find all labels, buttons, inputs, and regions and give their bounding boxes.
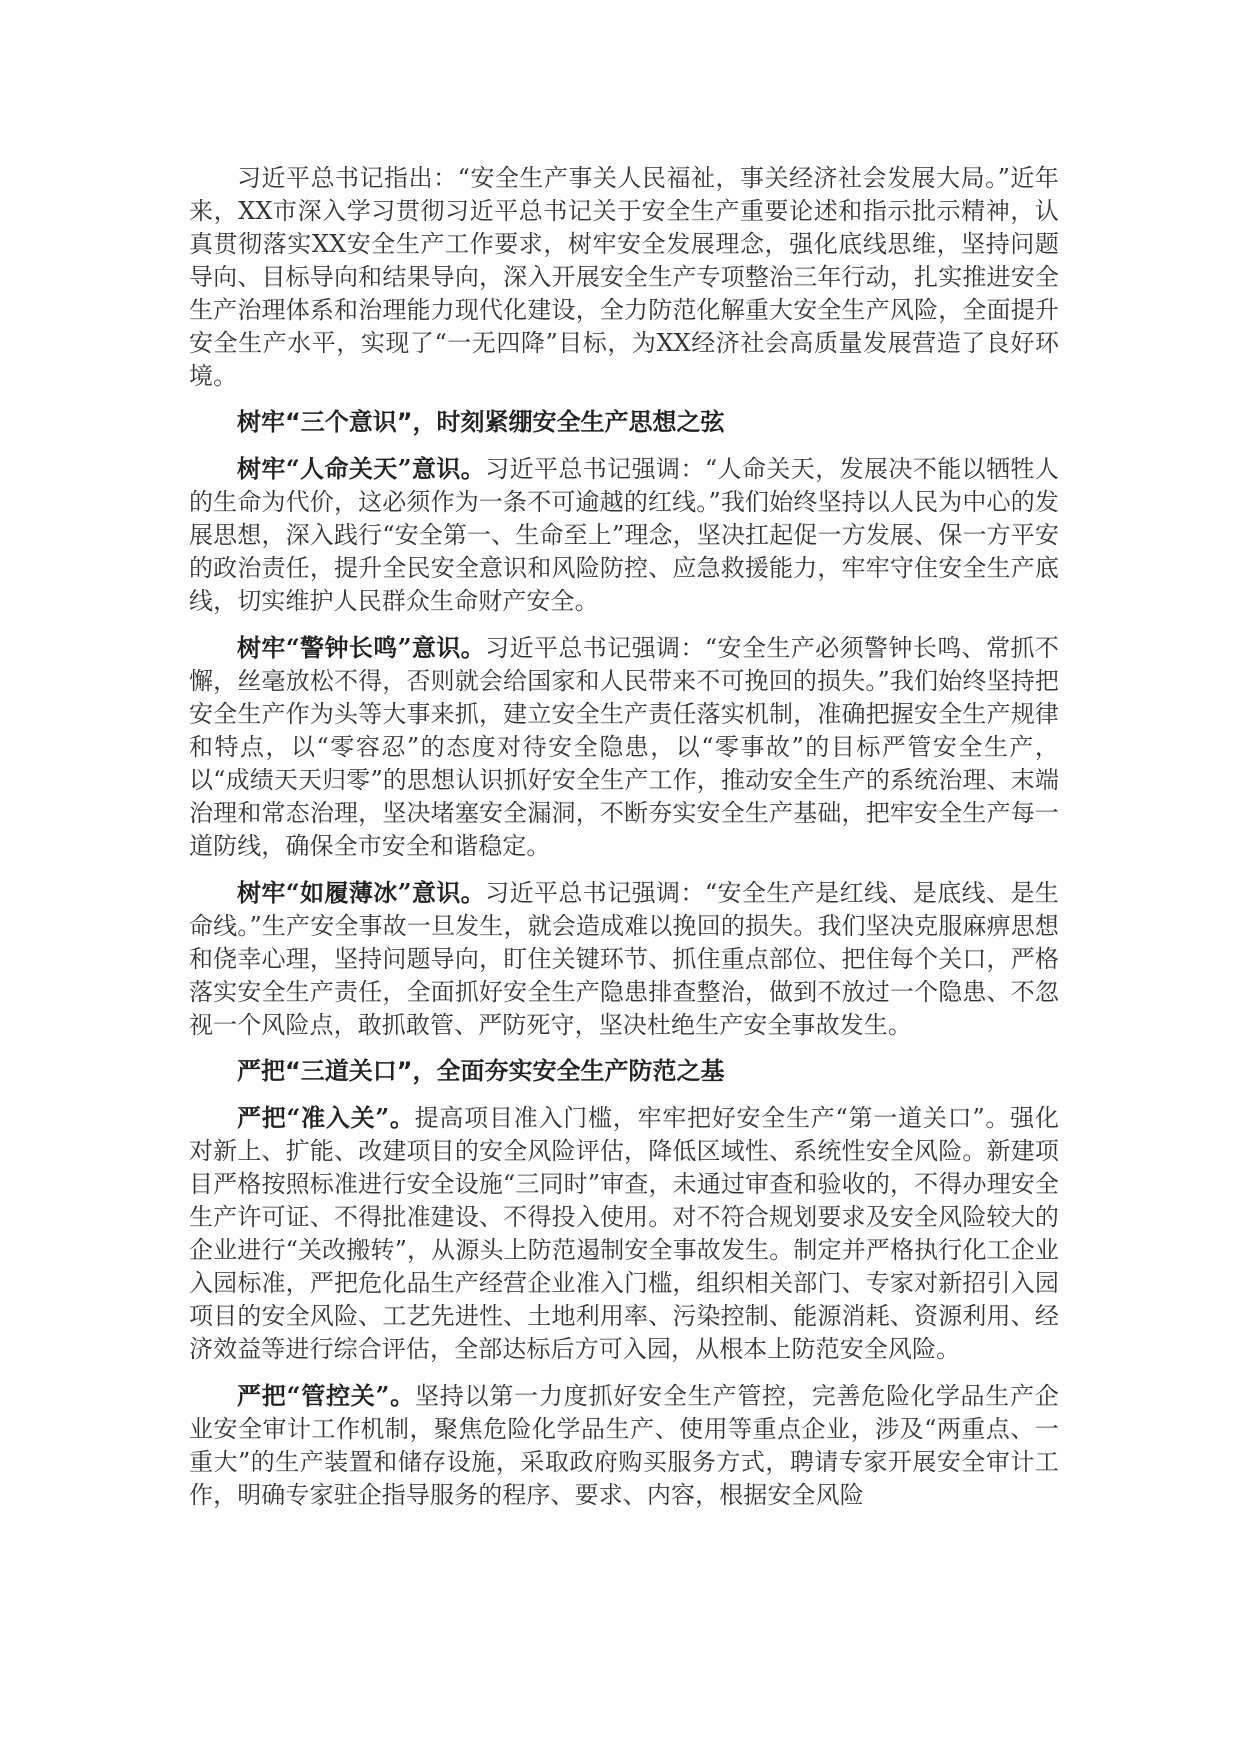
paragraph-lead: 树牢“如履薄冰”意识。 (237, 878, 486, 907)
paragraph-lead: 树牢“人命关天”意识。 (237, 454, 486, 483)
paragraph-control-gate (189, 1379, 1059, 1512)
section-heading-three-awareness: 树牢“三个意识”，时刻紧绷安全生产思想之弦 (237, 408, 725, 436)
paragraph-lead: 严把“管控关”。 (237, 1381, 415, 1410)
paragraph-body: 习近平总书记强调：“人命关天，发展决不能以牺牲人的生命为代价，这必须作为一条不可逾越的红线。”我们始终坚持以人民为中心的发展思想，深入践行“安全第一、生命至上”理念，坚决扛起促一方发展、保一方平安的政治责任，提升全民安全意识和风险防控、应急救援能力，牢牢守住安全生产底线，切实维护人民群众生命财产安全。 (189, 455, 1060, 615)
intro-paragraph: 习近平总书记指出：“安全生产事关人民福祉，事关经济社会发展大局。”近年来，XX市深入学习贯彻习近平总书记关于安全生产重要论述和指示批示精神，认真贯彻落实XX安全生产工作要求，树牢安全发展理念，强化底线思维，坚持问题导向、目标导向和结果导向，深入开展安全生产专项整治三年行动，扎实推进安全生产治理体系和治理能力现代化建设，全力防范化解重大安全生产风险，全面提升安全生产水平，实现了“一无四降”目标，为XX经济社会高质量发展营造了良好环境。 (189, 164, 1059, 390)
paragraph-body: 坚持以第一力度抓好安全生产管控，完善危险化学品生产企业安全审计工作机制，聚焦危险化学品生产、使用等重点企业，涉及“两重点、一重大”的生产装置和储存设施，采取政府购买服务方式，聘请专家开展安全审计工作，明确专家驻企指导服务的程序、要求、内容，根据安全风险 (189, 1382, 1059, 1509)
paragraph-body: 习近平总书记强调：“安全生产必须警钟长鸣、常抓不懈，丝毫放松不得，否则就会给国家和人民带来不可挽回的损失。”我们始终坚持把安全生产作为头等大事来抓，建立安全生产责任落实机制，准确把握安全生产规律和特点，以“零容忍”的态度对待安全隐患，以“零事故”的目标严管安全生产，以“成绩天天归零”的思想认识抓好安全生产工作，推动安全生产的系统治理、末端治理和常态治理，坚决堵塞安全漏洞，不断夯实安全生产基础，把牢安全生产每一道防线，确保全市安全和谐稳定。 (189, 634, 1060, 860)
paragraph-lead: 严把“准入关”。 (237, 1103, 415, 1132)
document-page (189, 162, 1059, 1525)
paragraph-body: 提高项目准入门槛，牢牢把好安全生产“第一道关口”。强化对新上、扩能、改建项目的安全风险评估，降低区域性、系统性安全风险。新建项目严格按照标准进行安全设施“三同时”审查，未通过审查和验收的，不得办理安全生产许可证、不得批准建设、不得投入使用。对不符合规划要求及安全风险较大的企业进行“关改搬转”，从源头上防范遏制安全事故发生。制定并严格执行化工企业入园标准，严把危化品生产经营企业准入门槛，组织相关部门、专家对新招引入园项目的安全风险、工艺先进性、土地利用率、污染控制、能源消耗、资源利用、经济效益等进行综合评估，全部达标后方可入园，从根本上防范安全风险。 (189, 1104, 1059, 1363)
paragraph-life-awareness (189, 452, 1059, 618)
paragraph-alarm-awareness (189, 631, 1059, 863)
paragraph-caution-awareness (189, 876, 1059, 1042)
section-heading-three-gates: 严把“三道关口”，全面夯实安全生产防范之基 (237, 1057, 725, 1085)
paragraph-lead: 树牢“警钟长鸣”意识。 (237, 633, 486, 662)
paragraph-access-gate (189, 1101, 1059, 1366)
paragraph-body: 习近平总书记强调：“安全生产是红线、是底线、是生命线。”生产安全事故一旦发生，就会造成难以挽回的损失。我们坚决克服麻痹思想和侥幸心理，坚持问题导向，盯住关键环节、抓住重点部位、把住每个关口，严格落实安全生产责任，全面抓好安全生产隐患排查整治，做到不放过一个隐患、不忽视一个风险点，敢抓敢管、严防死守，坚决杜绝生产安全事故发生。 (189, 879, 1060, 1039)
